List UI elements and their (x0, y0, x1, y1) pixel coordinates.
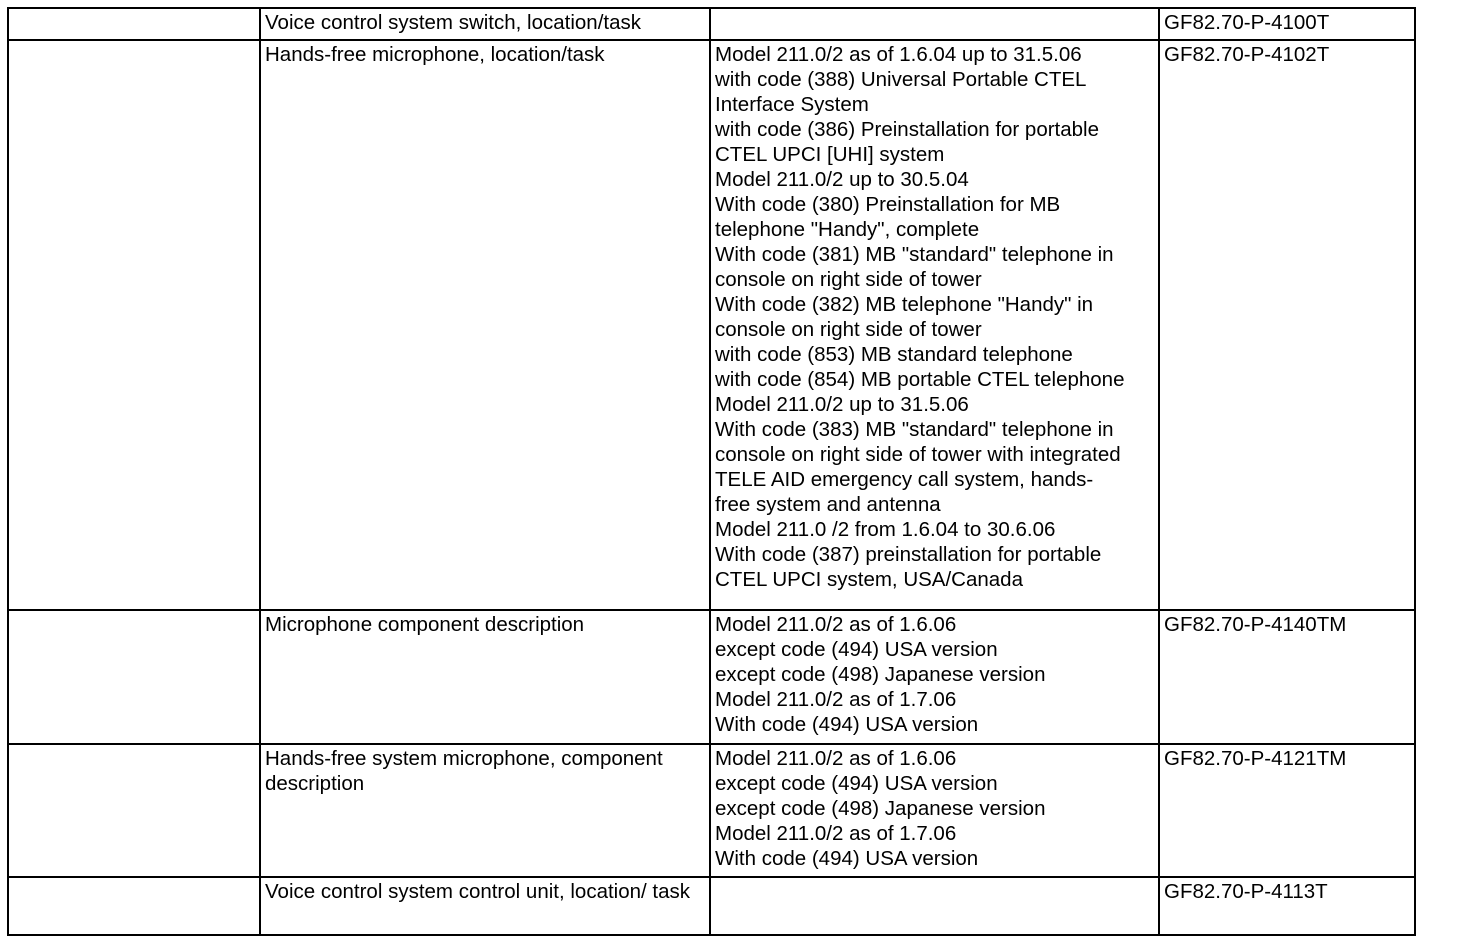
table-row (8, 610, 1415, 744)
row-conditions (710, 40, 1159, 610)
row-title: Voice control system switch, location/task (260, 8, 710, 40)
condition-line: With code (383) MB "standard" telephone in (715, 418, 1114, 441)
condition-line: Model 211.0/2 as of 1.6.06 (715, 613, 957, 636)
condition-line: CTEL UPCI [UHI] system (715, 143, 945, 166)
row-title: Hands-free system microphone, component description (260, 744, 710, 877)
condition-line: Model 211.0/2 as of 1.7.06 (715, 822, 957, 845)
condition-line: except code (498) Japanese version (715, 663, 1046, 686)
condition-line: Model 211.0 /2 from 1.6.04 to 30.6.06 (715, 518, 1056, 541)
condition-line: Model 211.0/2 as of 1.7.06 (715, 688, 957, 711)
condition-line: console on right side of tower with integrated (715, 443, 1121, 466)
empty-cell (8, 610, 260, 744)
condition-line: Model 211.0/2 up to 31.5.06 (715, 393, 969, 416)
condition-line: With code (382) MB telephone "Handy" in (715, 293, 1094, 316)
condition-line: Interface System (715, 93, 869, 116)
document-reference: GF82.70-P-4140TM (1159, 610, 1415, 744)
row-title: Hands-free microphone, location/task (260, 40, 710, 610)
document-reference: GF82.70-P-4100T (1159, 8, 1415, 40)
document-table (7, 7, 1416, 936)
document-reference: GF82.70-P-4102T (1159, 40, 1415, 610)
row-title: Voice control system control unit, location/ task (260, 877, 710, 935)
table-row (8, 744, 1415, 877)
condition-line: with code (386) Preinstallation for portable (715, 118, 1100, 141)
condition-line: console on right side of tower (715, 318, 982, 341)
row-conditions (710, 610, 1159, 744)
condition-line: With code (387) preinstallation for portable (715, 543, 1102, 566)
condition-line: CTEL UPCI system, USA/Canada (715, 568, 1023, 591)
condition-line: With code (381) MB "standard" telephone in (715, 243, 1114, 266)
condition-line: With code (380) Preinstallation for MB (715, 193, 1061, 216)
row-conditions (710, 877, 1159, 935)
condition-line: with code (853) MB standard telephone (715, 343, 1073, 366)
condition-line: except code (494) USA version (715, 638, 998, 661)
row-conditions (710, 8, 1159, 40)
condition-line: Model 211.0/2 as of 1.6.06 (715, 747, 957, 770)
condition-line: with code (388) Universal Portable CTEL (715, 68, 1087, 91)
condition-line: Model 211.0/2 as of 1.6.04 up to 31.5.06 (715, 43, 1082, 66)
empty-cell (8, 877, 260, 935)
condition-line: With code (494) USA version (715, 713, 979, 736)
document-reference: GF82.70-P-4121TM (1159, 744, 1415, 877)
row-conditions (710, 744, 1159, 877)
condition-line: free system and antenna (715, 493, 941, 516)
condition-line: Model 211.0/2 up to 30.5.04 (715, 168, 969, 191)
condition-line: With code (494) USA version (715, 847, 979, 870)
condition-line: console on right side of tower (715, 268, 982, 291)
condition-line: except code (494) USA version (715, 772, 998, 795)
condition-line: telephone "Handy", complete (715, 218, 980, 241)
condition-line: with code (854) MB portable CTEL telephone (715, 368, 1125, 391)
table-row (8, 877, 1415, 935)
table-row (8, 40, 1415, 610)
condition-line: TELE AID emergency call system, hands- (715, 468, 1094, 491)
document-reference: GF82.70-P-4113T (1159, 877, 1415, 935)
empty-cell (8, 8, 260, 40)
empty-cell (8, 744, 260, 877)
table-row (8, 8, 1415, 40)
row-title: Microphone component description (260, 610, 710, 744)
empty-cell (8, 40, 260, 610)
condition-line: except code (498) Japanese version (715, 797, 1046, 820)
